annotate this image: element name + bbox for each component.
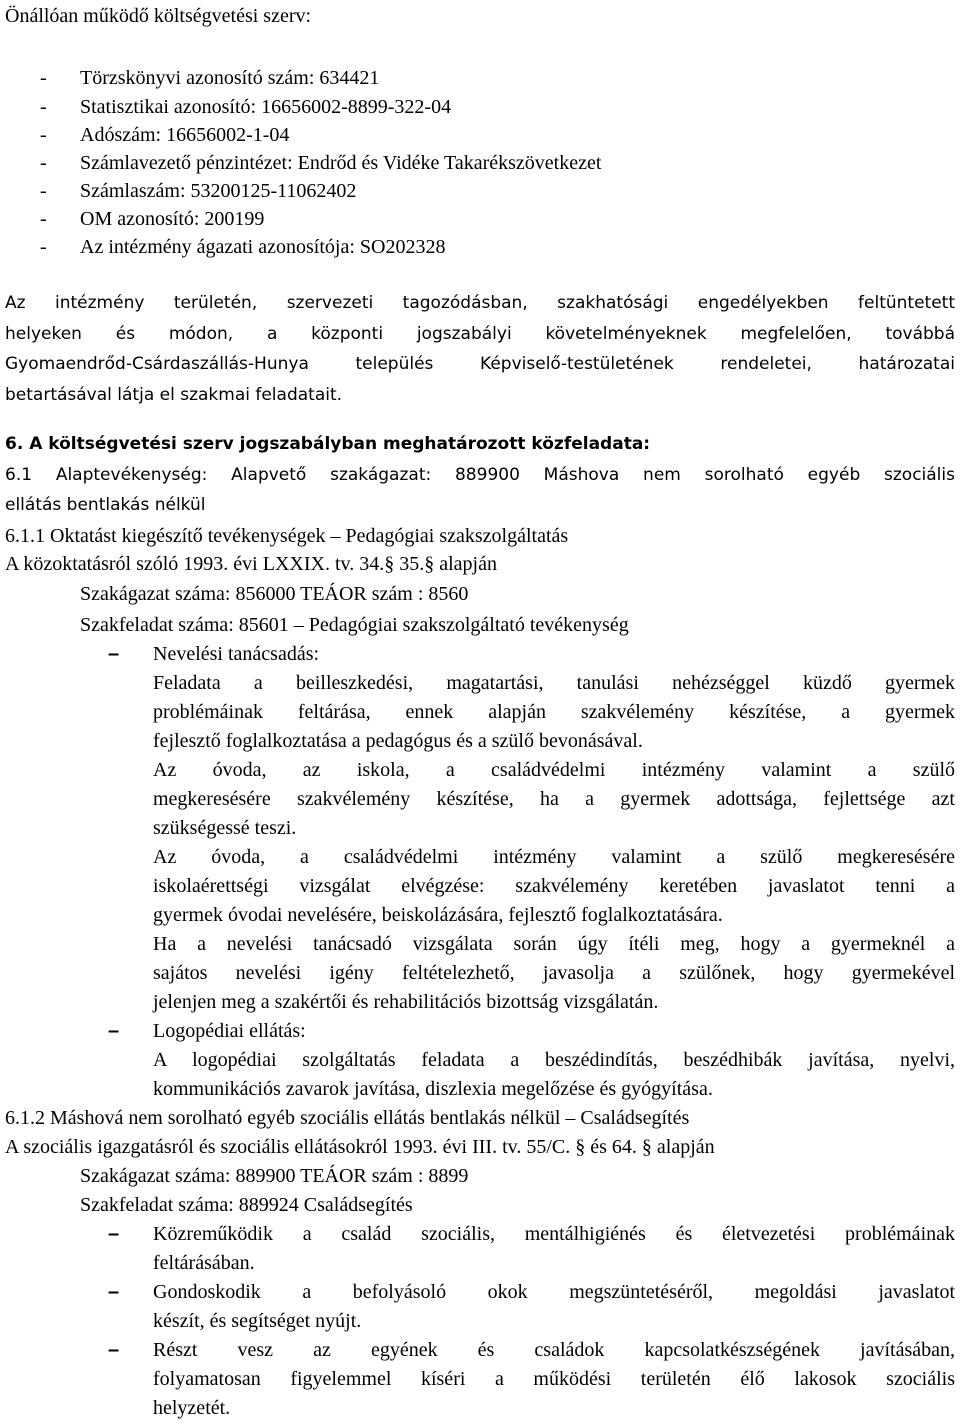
law-reference-611 <box>5 550 497 579</box>
text-line: sajátos nevelési igény feltételezhető, javasolja a szülőnek, hogy gyermekével <box>153 962 955 984</box>
text-line: fejlesztő foglalkoztatása a pedagógus és a szülő bevonásával. <box>153 730 643 752</box>
text-line: Ha a nevelési tanácsadó vizsgálata során úgy ítéli meg, hogy a gyermeknél a <box>153 933 955 955</box>
bullet-dash-icon: – <box>108 643 120 665</box>
list-dash: - <box>40 96 47 118</box>
section-sign-icon: § <box>384 553 395 575</box>
task-number-612: Szakfeladat száma: 889924 Családsegítés <box>80 1194 413 1216</box>
text-line: problémáinak feltárása, ennek alapján szakvélemény készítése, a gyermek <box>153 701 955 723</box>
law-reference-612 <box>5 1133 715 1162</box>
text-line: Részt vesz az egyének és családok kapcsolatkészségének javításában, <box>153 1339 955 1361</box>
sector-number-611: Szakágazat száma: 856000 TEÁOR szám : 8560 <box>80 583 469 605</box>
paragraph-line: Gyomaendrőd-Csárdaszállás-Hunya település Képviselő-testületének rendeletei, határozatai <box>5 354 955 374</box>
paragraph-line: helyeken és módon, a központi jogszabályi követelményeknek megfelelően, továbbá <box>5 324 955 344</box>
task-number-611: Szakfeladat száma: 85601 – Pedagógiai szakszolgáltató tevékenység <box>80 614 629 636</box>
text-line: megkeresésére szakvélemény készítése, ha a gyermek adottsága, fejlettsége azt <box>153 788 955 810</box>
text-line: helyzetét. <box>153 1397 231 1419</box>
list-dash: - <box>40 124 47 146</box>
law-text: A szociális igazgatásról és szociális ellátásokról 1993. évi III. tv. 55/C. <box>5 1136 571 1158</box>
basic-activity-line: 6.1 Alaptevékenység: Alapvető szakágazat: 889900 Máshova nem sorolható egyéb szociális <box>5 465 955 485</box>
list-item: Az intézmény ágazati azonosítója: SO202328 <box>80 236 446 258</box>
list-item: Adószám: 16656002-1-04 <box>80 124 290 146</box>
text-line: kommunikációs zavarok javítása, diszlexia megelőzése és gyógyítása. <box>153 1078 713 1100</box>
text-line: Feladata a beilleszkedési, magatartási, tanulási nehézséggel küzdő gyermek <box>153 672 955 694</box>
list-item: Számlaszám: 53200125-11062402 <box>80 180 357 202</box>
text-line: folyamatosan figyelemmel kíséri a működési területén élő lakosok szociális <box>153 1368 955 1390</box>
list-dash: - <box>40 67 47 89</box>
law-text: és 64. <box>590 1136 637 1158</box>
bullet-dash-icon: – <box>108 1281 120 1303</box>
heading: Önállóan működő költségvetési szerv: <box>5 5 312 27</box>
basic-activity-line: ellátás bentlakás nélkül <box>5 495 206 515</box>
text-line: feltárásában. <box>153 1252 255 1274</box>
list-dash: - <box>40 208 47 230</box>
list-item: OM azonosító: 200199 <box>80 208 265 230</box>
subsection-612-title: 6.1.2 Máshová nem sorolható egyéb szociális ellátás bentlakás nélkül – Családsegítés <box>5 1107 690 1129</box>
list-item: Statisztikai azonosító: 16656002-8899-322-04 <box>80 96 452 118</box>
law-text: A közoktatásról szóló 1993. évi LXXIX. tv. 34. <box>5 553 385 575</box>
law-text: alapján <box>439 553 497 575</box>
bullet-dash-icon: – <box>108 1223 120 1245</box>
list-item: Számlavezető pénzintézet: Endrőd és Vidéke Takarékszövetkezet <box>80 152 602 174</box>
section-sign-icon: § <box>641 1136 652 1158</box>
counseling-label: Nevelési tanácsadás: <box>153 643 320 665</box>
text-line: jelenjen meg a szakértői és rehabilitációs bizottság vizsgálatán. <box>153 991 659 1013</box>
text-line: szükségessé teszi. <box>153 817 297 839</box>
bullet-dash-icon: – <box>108 1020 120 1042</box>
paragraph-line: Az intézmény területén, szervezeti tagozódásban, szakhatósági engedélyekben feltüntetett <box>5 293 955 313</box>
sector-number-612: Szakágazat száma: 889900 TEÁOR szám : 8899 <box>80 1165 469 1187</box>
text-line: Gondoskodik a befolyásoló okok megszüntetéséről, megoldási javaslatot <box>153 1281 955 1303</box>
text-line: készít, és segítséget nyújt. <box>153 1310 362 1332</box>
text-line: Közreműködik a család szociális, mentálhigiénés és életvezetési problémáinak <box>153 1223 955 1245</box>
subsection-611-title: 6.1.1 Oktatást kiegészítő tevékenységek – Pedagógiai szakszolgáltatás <box>5 525 569 547</box>
list-dash: - <box>40 152 47 174</box>
list-dash: - <box>40 236 47 258</box>
section-sign-icon: § <box>575 1136 586 1158</box>
text-line: iskolaérettségi vizsgálat elvégzése: szakvélemény keretében javaslatot tenni a <box>153 875 955 897</box>
law-text: alapján <box>656 1136 715 1158</box>
list-item: Törzskönyvi azonosító szám: 634421 <box>80 67 380 89</box>
text-line: gyermek óvodai nevelésére, beiskolázására, fejlesztő foglalkoztatására. <box>153 904 723 926</box>
section-title: 6. A költségvetési szerv jogszabályban meghatározott közfeladata: <box>5 434 651 454</box>
text-line: A logopédiai szolgáltatás feladata a beszédindítás, beszédhibák javítása, nyelvi, <box>153 1049 955 1071</box>
list-dash: - <box>40 180 47 202</box>
law-text: 35. <box>399 553 425 575</box>
paragraph-line: betartásával látja el szakmai feladatait. <box>5 385 343 405</box>
section-sign-icon: § <box>424 553 435 575</box>
text-line: Az óvoda, az iskola, a családvédelmi intézmény valamint a szülő <box>153 759 955 781</box>
bullet-dash-icon: – <box>108 1339 120 1361</box>
speech-therapy-label: Logopédiai ellátás: <box>153 1020 306 1042</box>
text-line: Az óvoda, a családvédelmi intézmény valamint a szülő megkeresésére <box>153 846 955 868</box>
